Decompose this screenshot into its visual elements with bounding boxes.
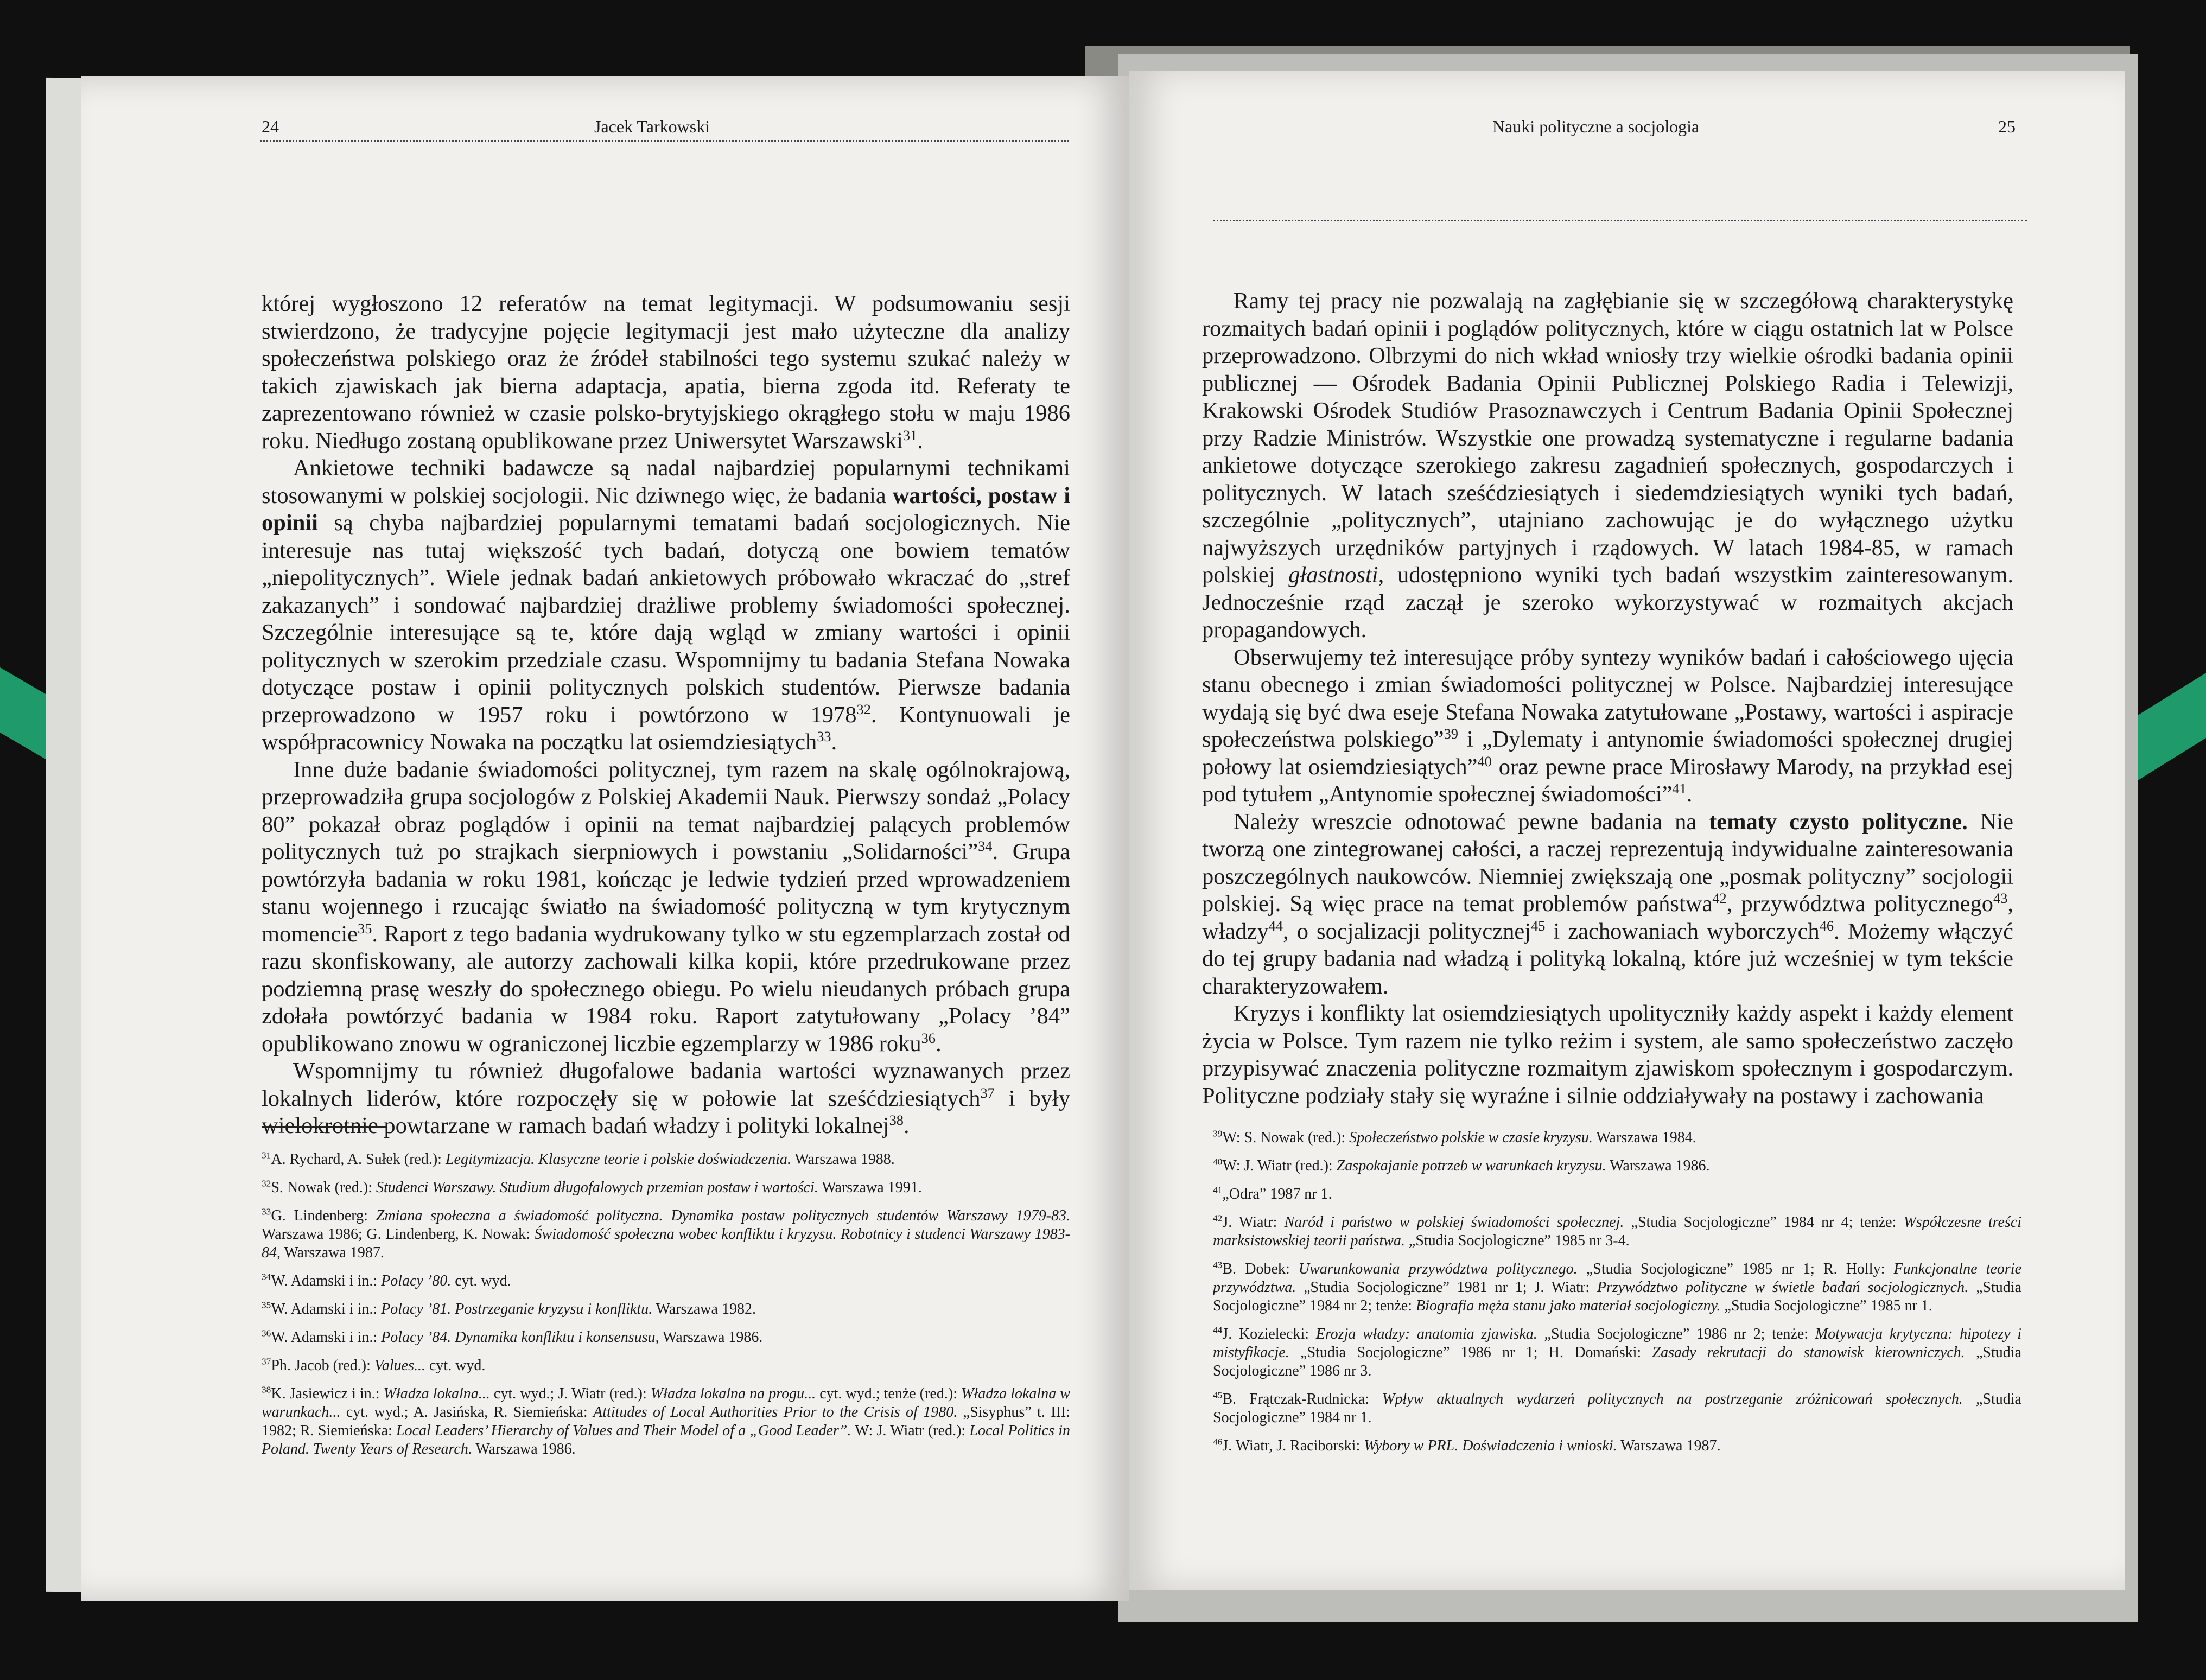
text-run: oraz pewne prace Mirosławy Marody, na przykład esej pod tytułem „Antynomie społecznej świadomości”: [1202, 754, 2014, 807]
footnote-number: 32: [262, 1178, 271, 1189]
text-run: Ankietowe techniki badawcze są nadal najbardziej popularnymi technikami stosowanymi w polskiej socjologii. Nic dziwnego więc, że badania: [262, 455, 1070, 508]
footnote: [1213, 1325, 2021, 1380]
footnote-text: Zaspokajanie potrzeb w warunkach kryzysu.: [1336, 1157, 1606, 1174]
footnote: [262, 1272, 1070, 1290]
paragraph: [1202, 1000, 2013, 1110]
left-body-text: [262, 290, 1070, 1140]
text-run: .: [917, 428, 923, 454]
footnote-text: Władza lokalna na progu...: [650, 1385, 816, 1402]
footnote-text: Funkcjonalne teorie przywództwa.: [1213, 1261, 2021, 1296]
text-run: Inne duże badanie świadomości politycznej, tym razem na skalę ogólnokrajową, przeprowadziła grupa socjologów z Polskiej Akademii Nauk. Pierwszy sondaż „Polacy 80” pokazał obraz poglądów i opinii na temat najbardziej palących problemów politycznych tuż po strajkach sierpniowych i powstaniu „Solidarności”: [262, 756, 1070, 864]
footnote-text: Biografia męża stanu jako materiał socjologiczny.: [1416, 1297, 1721, 1314]
footnote-text: Warszawa 1986; G. Lindenberg, K. Nowak:: [262, 1226, 535, 1243]
footnote-text: W. Adamski i in.:: [271, 1301, 382, 1318]
text-run: udostępniono wyniki tych badań wszystkim zainteresowanym. Jednocześnie rząd zaczął je szeroko wykorzystywać w rozmaitych akcjach propagandowych.: [1202, 562, 2013, 642]
text-run: wartości, postaw i opinii: [262, 482, 1071, 536]
footnote-text: W. Adamski i in.:: [271, 1329, 382, 1346]
footnote-text: Warszawa 1987.: [1617, 1437, 1721, 1454]
footnote-text: Erozja władzy: anatomia zjawiska.: [1315, 1326, 1537, 1342]
footnote-marker[interactable]: 35: [358, 920, 372, 937]
footnote-text: Values...: [374, 1357, 425, 1374]
footnote-text: W: J. Wiatr (red.):: [1222, 1157, 1337, 1174]
footnote-marker[interactable]: 37: [980, 1085, 995, 1101]
text-run: i zachowaniach wyborczych: [1545, 918, 1820, 944]
footnote-number: 43: [1213, 1259, 1223, 1270]
paragraph: [1202, 644, 2013, 809]
footnote-text: Warszawa 1982.: [652, 1301, 756, 1318]
footnote-text: Warszawa 1986.: [659, 1329, 763, 1346]
paragraph: [262, 290, 1070, 455]
footnote-marker[interactable]: 40: [1477, 753, 1492, 769]
footnote-text: cyt. wyd.; J. Wiatr (red.):: [489, 1385, 651, 1402]
text-run: Wspomnijmy tu również długofalowe badania wartości wyznawanych przez lokalnych liderów, które rozpoczęły się w połowie lat sześćdziesiątych: [262, 1058, 1070, 1111]
right-footnotes: [1213, 1129, 2021, 1465]
footnote-text: Warszawa 1984.: [1592, 1129, 1696, 1146]
footnote-marker[interactable]: 41: [1672, 780, 1687, 797]
footnote-text: „Odra” 1987 nr 1.: [1222, 1186, 1332, 1202]
footnote-text: „Studia Socjologiczne” 1986 nr 1; H. Domański:: [1289, 1344, 1652, 1361]
footnote-text: S. Nowak (red.):: [271, 1179, 376, 1196]
footnote: [262, 1179, 1070, 1197]
footnote: [1213, 1390, 2021, 1427]
footnote-text: Współczesne treści marksistowskiej teorii państwa.: [1213, 1214, 2021, 1249]
footnote-marker[interactable]: 36: [921, 1030, 936, 1046]
footnote-text: W. Adamski i in.:: [271, 1272, 382, 1289]
footnote: [262, 1207, 1070, 1262]
text-run: Nie tworzą one zintegrowanej całości, a raczej reprezentują indywidualne zainteresowania poszczególnych naukowców. Niemniej zwiększają one „posmak polityczny” socjologii polskiej. Są więc prace na temat problemów państwa: [1202, 809, 2013, 917]
footnote-text: Uwarunkowania przywództwa politycznego.: [1298, 1261, 1578, 1277]
footnote-marker[interactable]: 33: [817, 728, 831, 744]
footnote-text: Świadomość społeczna wobec konfliktu i kryzysu. Robotnicy i studenci Warszawy 1983-84,: [262, 1226, 1070, 1261]
footnote-text: Zmiana społeczna a świadomość polityczna. Dynamika postaw politycznych studentów Warszawy 1979-83.: [376, 1207, 1070, 1224]
text-run: . Kontynuowali je współpracownicy Nowaka na początku lat osiemdziesiątych: [262, 702, 1070, 755]
footnote: [262, 1357, 1070, 1375]
footnote: [1213, 1129, 2021, 1147]
footnote: [1213, 1185, 2021, 1204]
right-running-head: Nauki polityczne a socjologia: [1492, 117, 1700, 136]
paragraph: [262, 455, 1070, 756]
right-page-number: 25: [1998, 117, 2016, 136]
footnote-text: Wpływ aktualnych wydarzeń politycznych na postrzeganie zróżnicowań społecznych.: [1382, 1391, 1963, 1408]
footnote: [1213, 1260, 2021, 1315]
footnote-number: 37: [262, 1356, 271, 1367]
footnote-text: „Studia Socjologiczne” 1985 nr 1; R. Holly:: [1577, 1261, 1894, 1277]
footnote-text: Warszawa 1986.: [472, 1441, 576, 1458]
footnote-number: 40: [1213, 1156, 1223, 1167]
footnote-number: 42: [1213, 1213, 1223, 1224]
footnote-text: Władza lokalna w warunkach...: [262, 1385, 1071, 1421]
footnote-text: cyt. wyd.; tenże (red.):: [816, 1385, 962, 1402]
footnote-text: Zasady rekrutacji do stanowisk kierowniczych.: [1652, 1344, 1965, 1361]
footnote-text: K. Jasiewicz i in.:: [271, 1385, 384, 1402]
footnote-number: 34: [262, 1271, 271, 1282]
footnote-text: „Studia Socjologiczne” 1984 nr 2; tenże:: [1213, 1279, 2021, 1314]
footnote-text: Warszawa 1987.: [281, 1244, 384, 1261]
text-run: .: [831, 729, 837, 755]
footnote-text: „Studia Socjologiczne” 1986 nr 3.: [1213, 1344, 2021, 1379]
footnote-number: 38: [262, 1384, 271, 1395]
footnote-text: J. Wiatr:: [1222, 1214, 1285, 1231]
footnote-text: Local Politics in Poland. Twenty Years of Research.: [262, 1422, 1070, 1458]
left-page-number: 24: [262, 117, 279, 136]
paragraph: [262, 756, 1070, 1058]
footnote-number: 44: [1213, 1325, 1223, 1335]
footnote-number: 36: [262, 1328, 271, 1339]
footnote-text: A. Rychard, A. Sułek (red.):: [271, 1151, 446, 1168]
footnote-text: Polacy ’84. Dynamika konfliktu i konsensusu,: [381, 1329, 659, 1346]
paragraph: [1202, 288, 2013, 644]
footnote-text: Attitudes of Local Authorities Prior to the Crisis of 1980.: [593, 1404, 958, 1421]
footnote-text: Społeczeństwo polskie w czasie kryzysu.: [1349, 1129, 1593, 1146]
footnote: [262, 1385, 1070, 1459]
text-run: .: [903, 1113, 910, 1138]
footnote-text: Naród i państwo w polskiej świadomości społecznej.: [1284, 1214, 1624, 1231]
footnote-text: W: S. Nowak (red.):: [1222, 1129, 1350, 1146]
footnote: [1213, 1437, 2021, 1455]
footnote: [262, 1300, 1070, 1319]
footnote-text: „Studia Socjologiczne” 1985 nr 3-4.: [1404, 1232, 1630, 1249]
footnote-text: cyt. wyd.: [425, 1357, 486, 1374]
text-run: tematy czysto polityczne.: [1709, 809, 1968, 835]
text-run: któr: [262, 291, 299, 316]
footnote-marker[interactable]: 43: [1993, 890, 2008, 906]
text-run: . Grupa powtórzyła badania w roku 1981, kończąc je ledwie tydzień przed wprowadzeniem stanu wojennego i rzucając światło na świadomość polityczną w tym krytycznym momencie: [262, 839, 1070, 947]
footnote: [1213, 1213, 2021, 1250]
footnote-number: 35: [262, 1300, 271, 1310]
footnote-number: 39: [1213, 1128, 1223, 1139]
footnote: [1213, 1157, 2021, 1175]
text-run: i były wielokrotnie powtarzane w ramach badań władzy i polityki lokalnej: [262, 1085, 1070, 1138]
text-run: Ramy tej pracy nie pozwalają na zagłębianie się w szczegółową charakterystykę rozmaitych badań opinii i poglądów politycznych, które w ciągu ostatnich lat w Polsce przeprowadzono. Olbrzymi do nich wkład wniosły trzy wielkie ośrodki badania opinii publicznej — Ośrodek Badania Opinii Publicznej Polskiego Radia i Telewizji, Krakowski Ośrodek Studiów Prasoznawczych i Centrum Badania Opinii Społecznej przy Radzie Ministrów. Wszystkie one prowadzą systematyczne i regularne badania ankietowe dotyczące szerokiego zakresu zagadnień społecznych, gospodarczych i politycznych. W latach sześćdziesiątych i siedemdziesiątych wyniki tych badań, szczególnie „politycznych”, utajniano zachowując je do wyłącznego użytku najwyższych urzędników partyjnych i rządowych. W latach 1984-85, w ramach polskiej: [1202, 288, 2013, 588]
left-running-head: Jacek Tarkowski: [594, 117, 710, 136]
text-run: , o socjalizacji politycznej: [1283, 918, 1531, 944]
text-run: .: [1686, 781, 1693, 807]
footnote-text: „Studia Socjologiczne” 1985 nr 1.: [1720, 1297, 1932, 1314]
footnote-text: cyt. wyd.; A. Jasińska, R. Siemieńska:: [340, 1404, 594, 1421]
footnote-text: J. Wiatr, J. Raciborski:: [1222, 1437, 1364, 1454]
footnote-text: Warszawa 1988.: [791, 1151, 895, 1168]
text-run: Kryzys i konflikty lat osiemdziesiątych upolityczniły każdy aspekt i każdy element życia w Polsce. Tym razem nie tylko reżim i system, ale samo społeczeństwo zaczęło przypisywać znaczenia polityczne rozmaitym zjawiskom społecznym i gospodarczym. Polityczne podziały stały się wyraźne i silnie oddziaływały na postawy i zachowania: [1202, 1001, 2013, 1109]
footnote-text: „Studia Socjologiczne” 1986 nr 2; tenże:: [1537, 1326, 1815, 1342]
text-run: głastnosti,: [1288, 562, 1384, 588]
footnote-number: 46: [1213, 1436, 1223, 1447]
footnote-number: 33: [262, 1206, 271, 1217]
footnote-text: Polacy ’80.: [381, 1272, 452, 1289]
footnote-text: Local Leaders’ Hierarchy of Values and Their Model of a „Good Leader”.: [396, 1422, 851, 1439]
footnote-number: 31: [262, 1150, 271, 1161]
footnote-text: „Studia Socjologiczne” 1984 nr 4; tenże:: [1624, 1214, 1904, 1231]
footnote-marker[interactable]: 38: [889, 1112, 904, 1128]
footnote-text: J. Kozielecki:: [1222, 1326, 1316, 1342]
footnote-text: Motywacja krytyczna: hipotezy i mistyfikacje.: [1213, 1326, 2021, 1361]
footnote-text: Wybory w PRL. Doświadczenia i wnioski.: [1364, 1437, 1617, 1454]
footnote-text: cyt. wyd.: [451, 1272, 511, 1289]
footnote-text: „Studia Socjologiczne” 1984 nr 1.: [1213, 1391, 2021, 1426]
footnote-text: Ph. Jacob (red.):: [271, 1357, 374, 1374]
footnote-marker[interactable]: 44: [1268, 918, 1283, 934]
footnote-text: „Studia Socjologiczne” 1981 nr 1; J. Wiatr:: [1296, 1279, 1597, 1296]
text-run: Należy wreszcie odnotować pewne badania na: [1234, 809, 1709, 835]
text-run: . Raport z tego badania wydrukowany tylko w stu egzemplarzach został od razu skonfiskowany, ale autorzy zachowali kilka kopii, które przedrukowane przez podziemną prasę weszły do społecznego obiegu. Po wielu nieudanych próbach grupa zdołała powtórzyć badania w 1984 roku. Raport zatytułowany „Polacy ’84” opublikowano znowu w ograniczonej liczbie egzemplarzy w 1986 roku: [262, 921, 1070, 1057]
footnote-marker[interactable]: 34: [978, 838, 993, 854]
paragraph: [1202, 809, 2013, 1001]
footnote-marker[interactable]: 32: [856, 701, 871, 717]
footnote-text: Warszawa 1986.: [1606, 1157, 1710, 1174]
footnote-text: „Sisyphus” t. III: 1982; R. Siemieńska:: [262, 1404, 1071, 1439]
footnote-text: Przywództwo polityczne w świetle badań socjologicznych.: [1597, 1279, 1969, 1296]
footnote: [262, 1328, 1070, 1347]
right-header-rule: [1213, 220, 2027, 221]
text-run: , władzy: [1202, 891, 2013, 944]
footnote-text: Studenci Warszawy. Studium długofalowych przemian postaw i wartości.: [376, 1179, 818, 1196]
left-footnotes: [262, 1150, 1070, 1468]
footnote-text: Legitymizacja. Klasyczne teorie i polskie doświadczenia.: [445, 1151, 791, 1168]
text-run: , przywództwa politycznego: [1726, 891, 1994, 917]
left-header-rule: [260, 140, 1069, 142]
footnote-number: 41: [1213, 1185, 1223, 1195]
right-body-text: [1202, 288, 2013, 1110]
footnote-marker[interactable]: 45: [1531, 918, 1546, 934]
text-run: ej wygłoszono 12 referatów na temat legitymacji. W podsumowaniu sesji stwierdzono, że tradycyjne pojęcie legitymacji jest mało użyteczne dla analizy społeczeństwa polskiego oraz że źródeł stabilności tego systemu szukać należy w takich zjawiskach jak bierna adaptacja, apatia, bierna zgoda itd. Referaty te zaprezentowano również w czasie polsko-brytyjskiego okrągłego stołu w maju 1986 roku. Niedługo zostaną opublikowane przez Uniwersytet Warszawski: [262, 291, 1070, 454]
text-run: i „Dylematy i antynomie świadomości społecznej drugiej połowy lat osiemdziesiątych”: [1202, 727, 2013, 780]
text-run: są chyba najbardziej popularnymi tematami badań socjologicznych. Nie interesuje nas tutaj większość tych badań, dotyczą one bowiem tematów „niepolitycznych”. Wiele jednak badań ankietowych próbowało wkraczać do „stref zakazanych” i sondować najbardziej drażliwe problemy świadomości społecznej. Szczególnie interesujące są te, które dają wgląd w zmiany wartości i opinii politycznych w szerokim przedziale czasu. Wspomnijmy tu badania Stefana Nowaka dotyczące postaw i opinii politycznych polskich studentów. Pierwsze badania przeprowadzono w 1957 roku i powtórzono w 1978: [262, 510, 1070, 728]
footnote-text: B. Dobek:: [1222, 1261, 1299, 1277]
text-run: .: [935, 1030, 942, 1057]
footnote-marker[interactable]: 31: [902, 427, 918, 443]
footnote: [262, 1150, 1070, 1169]
footnote-marker[interactable]: 46: [1819, 918, 1834, 934]
footnote-number: 45: [1213, 1390, 1223, 1401]
footnote-text: G. Lindenberg:: [271, 1207, 376, 1224]
footnote-text: W: J. Wiatr (red.):: [851, 1422, 970, 1439]
text-run: . Możemy włączyć do tej grupy badania nad władzą i polityką lokalną, które już wcześniej w tym tekście charakteryzowałem.: [1202, 918, 2014, 999]
footnote-text: Warszawa 1991.: [818, 1179, 922, 1196]
footnote-text: Władza lokalna...: [383, 1385, 490, 1402]
footnote-marker[interactable]: 39: [1444, 726, 1458, 742]
footnote-text: Polacy ’81. Postrzeganie kryzysu i konfliktu.: [381, 1301, 653, 1318]
footnote-marker[interactable]: 42: [1712, 890, 1727, 906]
left-footnote-rule: [262, 1126, 386, 1128]
footnote-text: B. Frątczak-Rudnicka:: [1222, 1391, 1383, 1408]
text-run: Obserwujemy też interesujące próby syntezy wyników badań i całościowego ujęcia stanu obecnego i zmian świadomości politycznej w Polsce. Najbardziej interesujące wydają się być dwa eseje Stefana Nowaka zatytułowane „Postawy, wartości i aspiracje społeczeństwa polskiego”: [1202, 644, 2013, 752]
